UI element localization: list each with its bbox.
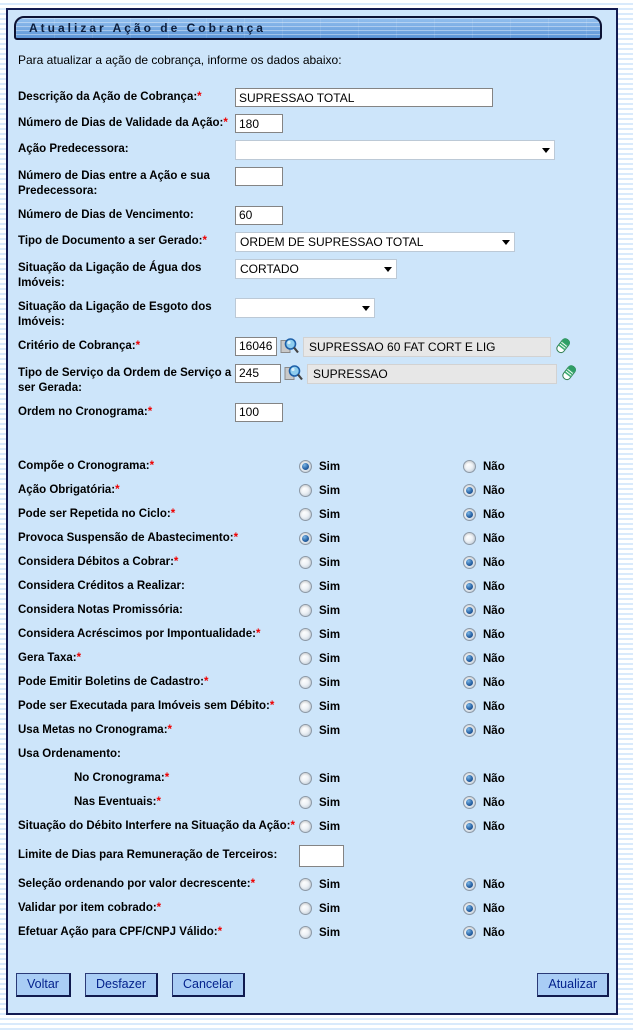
acao-obrigatoria-label <box>18 483 299 498</box>
radio-nao-pode-ser-repetida[interactable] <box>463 508 476 521</box>
pode-ser-repetida-label-text: Pode ser Repetida no Ciclo: <box>18 508 171 521</box>
tipo-documento-label: Tipo de Documento a ser Gerado: <box>18 234 203 247</box>
limite-dias-remuneracao-label <box>18 848 299 863</box>
radio-sim-label: Sim <box>319 508 341 521</box>
radio-sim-label: Sim <box>319 878 341 891</box>
radio-row-gera-taxa <box>18 647 611 671</box>
radio-nao-label: Não <box>483 796 505 809</box>
selecao-valor-decrescente-option-nao <box>463 878 627 891</box>
dias-entre-input[interactable] <box>235 167 283 186</box>
chevron-down-icon <box>384 267 392 272</box>
radio-sim-pode-ser-repetida[interactable] <box>299 508 312 521</box>
usa-metas-option-sim <box>299 724 463 737</box>
usa-metas-label <box>18 723 299 738</box>
considera-acrescimos-option-sim <box>299 628 463 641</box>
radio-row-considera-notas <box>18 599 611 623</box>
radio-nao-considera-creditos[interactable] <box>463 580 476 593</box>
radio-row-situacao-debito-interfere <box>18 815 611 839</box>
usa-ordenamento-label <box>18 747 299 762</box>
radio-row-validar-item-cobrado <box>18 897 611 921</box>
pode-emitir-boletins-option-sim <box>299 676 463 689</box>
executada-sem-debito-label-text: Pode ser Executada para Imóveis sem Débito: <box>18 700 270 713</box>
usa-metas-option-nao <box>463 724 627 737</box>
dias-validade-label: Número de Dias de Validade da Ação: <box>18 117 224 129</box>
radio-nao-label: Não <box>483 902 505 915</box>
radio-sim-ordenamento-eventuais[interactable] <box>299 796 312 809</box>
field-row-situacao-esgoto <box>18 298 611 330</box>
magnifier-icon[interactable] <box>280 337 300 355</box>
required-asterisk: * <box>269 700 275 713</box>
chevron-down-icon <box>542 148 550 153</box>
radio-sim-label: Sim <box>319 580 341 593</box>
radio-row-provoca-suspensao <box>18 527 611 551</box>
eraser-icon[interactable] <box>560 364 577 383</box>
radio-nao-considera-acrescimos[interactable] <box>463 628 476 641</box>
radio-sim-considera-notas[interactable] <box>299 604 312 617</box>
descricao-label: Descrição da Ação de Cobrança: <box>18 91 198 103</box>
pode-ser-repetida-label <box>18 507 299 522</box>
situacao-agua-value: CORTADO <box>240 261 299 276</box>
limite-dias-remuneracao-input[interactable] <box>299 845 344 867</box>
radio-nao-ordenamento-cronograma[interactable] <box>463 772 476 785</box>
required-asterisk: * <box>76 652 82 665</box>
field-row-tipo-documento <box>18 232 611 252</box>
validar-item-cobrado-label <box>18 901 299 916</box>
acao-predecessora-label: Ação Predecessora: <box>18 143 129 155</box>
field-row-acao-predecessora <box>18 140 611 160</box>
radio-sim-acao-obrigatoria[interactable] <box>299 484 312 497</box>
tipo-servico-label: Tipo de Serviço da Ordem de Serviço a ser Gerada: <box>18 366 232 394</box>
considera-creditos-option-sim <box>299 580 463 593</box>
radio-sim-label: Sim <box>319 796 341 809</box>
executada-sem-debito-option-sim <box>299 700 463 713</box>
required-asterisk: * <box>164 772 170 785</box>
usa-ordenamento-label-text: Usa Ordenamento: <box>18 748 121 761</box>
required-asterisk: * <box>223 117 228 129</box>
pode-ser-repetida-option-nao <box>463 508 627 521</box>
radio-nao-considera-debitos[interactable] <box>463 556 476 569</box>
radio-nao-label: Não <box>483 676 505 689</box>
usa-metas-label-text: Usa Metas no Cronograma: <box>18 724 168 737</box>
compoe-cronograma-option-nao <box>463 460 627 473</box>
gera-taxa-option-nao <box>463 652 627 665</box>
radio-row-efetuar-cpf-cnpj <box>18 921 611 945</box>
radio-nao-label: Não <box>483 532 505 545</box>
page-title <box>14 16 602 40</box>
situacao-agua-select[interactable] <box>235 259 397 279</box>
radio-nao-efetuar-cpf-cnpj[interactable] <box>463 926 476 939</box>
fields-section <box>18 88 611 945</box>
radio-sim-label: Sim <box>319 772 341 785</box>
form-instructions: Para atualizar a ação de cobrança, informe os dados abaixo: <box>18 53 342 67</box>
considera-debitos-option-nao <box>463 556 627 569</box>
situacao-debito-interfere-label <box>18 819 299 834</box>
radio-sim-label: Sim <box>319 460 341 473</box>
ordenamento-cronograma-label-text: No Cronograma: <box>74 772 165 785</box>
field-row-dias-vencimento <box>18 206 611 225</box>
selecao-valor-decrescente-label-text: Seleção ordenando por valor decrescente: <box>18 878 251 891</box>
radio-sim-label: Sim <box>319 484 341 497</box>
radio-nao-gera-taxa[interactable] <box>463 652 476 665</box>
radio-nao-label: Não <box>483 652 505 665</box>
considera-creditos-option-nao <box>463 580 627 593</box>
radio-row-acao-obrigatoria <box>18 479 611 503</box>
provoca-suspensao-option-nao <box>463 532 627 545</box>
validar-item-cobrado-label-text: Validar por item cobrado: <box>18 902 157 915</box>
radio-nao-ordenamento-eventuais[interactable] <box>463 796 476 809</box>
compoe-cronograma-label-text: Compõe o Cronograma: <box>18 460 150 473</box>
radio-nao-executada-sem-debito[interactable] <box>463 700 476 713</box>
radio-row-usa-ordenamento <box>18 743 611 767</box>
radio-nao-label: Não <box>483 580 505 593</box>
radio-sim-validar-item-cobrado[interactable] <box>299 902 312 915</box>
page-title-text: Atualizar Ação de Cobrança <box>29 20 266 35</box>
required-asterisk: * <box>156 796 161 809</box>
radio-sim-ordenamento-cronograma[interactable] <box>299 772 312 785</box>
acao-predecessora-select[interactable] <box>235 140 555 160</box>
radio-sim-label: Sim <box>319 532 341 545</box>
provoca-suspensao-option-sim <box>299 532 463 545</box>
button-bar <box>13 973 611 997</box>
ordem-cronograma-input[interactable] <box>235 403 283 422</box>
cancelar-button[interactable]: Cancelar <box>172 973 245 997</box>
radio-row-compoe-cronograma <box>18 455 611 479</box>
radio-row-considera-creditos <box>18 575 611 599</box>
compoe-cronograma-label <box>18 459 299 474</box>
radio-nao-usa-metas[interactable] <box>463 724 476 737</box>
required-asterisk: * <box>233 532 239 545</box>
provoca-suspensao-label <box>18 531 299 546</box>
required-asterisk: * <box>173 556 179 569</box>
considera-notas-label-text: Considera Notas Promissória: <box>18 604 183 617</box>
field-row-situacao-agua <box>18 259 611 291</box>
situacao-debito-interfere-label-text: Situação do Débito Interfere na Situação da Ação: <box>18 820 291 833</box>
radio-row-usa-metas <box>18 719 611 743</box>
situacao-debito-interfere-option-sim <box>299 820 463 833</box>
criterio-label: Critério de Cobrança: <box>18 339 136 352</box>
radio-nao-label: Não <box>483 508 505 521</box>
situacao-debito-interfere-option-nao <box>463 820 627 833</box>
field-row-dias-entre <box>18 167 611 199</box>
radio-nao-label: Não <box>483 772 505 785</box>
considera-creditos-label-text: Considera Créditos a Realizar: <box>18 580 185 593</box>
validar-item-cobrado-option-sim <box>299 902 463 915</box>
required-asterisk: * <box>167 724 173 737</box>
considera-acrescimos-label-text: Considera Acréscimos por Impontualidade: <box>18 628 256 641</box>
required-asterisk: * <box>202 234 207 247</box>
radio-row-limite-dias-remuneracao <box>18 839 611 873</box>
radio-nao-situacao-debito-interfere[interactable] <box>463 820 476 833</box>
required-asterisk: * <box>197 91 202 103</box>
radio-row-considera-debitos <box>18 551 611 575</box>
radio-sim-selecao-valor-decrescente[interactable] <box>299 878 312 891</box>
ordenamento-eventuais-option-nao <box>463 796 627 809</box>
radio-sim-provoca-suspensao[interactable] <box>299 532 312 545</box>
radio-sim-usa-metas[interactable] <box>299 724 312 737</box>
required-asterisk: * <box>255 628 261 641</box>
radio-nao-provoca-suspensao[interactable] <box>463 532 476 545</box>
criterio-code-input[interactable] <box>235 337 277 356</box>
acao-obrigatoria-option-sim <box>299 484 463 497</box>
radio-options-section <box>18 455 611 945</box>
desfazer-button[interactable]: Desfazer <box>85 973 158 997</box>
executada-sem-debito-option-nao <box>463 700 627 713</box>
pode-emitir-boletins-label-text: Pode Emitir Boletins de Cadastro: <box>18 676 204 689</box>
acao-obrigatoria-label-text: Ação Obrigatória: <box>18 484 116 497</box>
required-asterisk: * <box>203 676 209 689</box>
dias-entre-label: Número de Dias entre a Ação e sua Predecessora: <box>18 170 210 197</box>
chevron-down-icon <box>502 240 510 245</box>
radio-nao-label: Não <box>483 724 505 737</box>
radio-nao-pode-emitir-boletins[interactable] <box>463 676 476 689</box>
tipo-servico-code-input[interactable] <box>235 364 281 383</box>
radio-nao-label: Não <box>483 556 505 569</box>
pode-emitir-boletins-option-nao <box>463 676 627 689</box>
update-collection-action-form <box>6 8 618 1015</box>
ordenamento-cronograma-label <box>18 771 299 786</box>
radio-sim-efetuar-cpf-cnpj[interactable] <box>299 926 312 939</box>
situacao-esgoto-label: Situação da Ligação de Esgoto dos Imóveis: <box>18 300 212 328</box>
tipo-documento-select[interactable] <box>235 232 515 252</box>
radio-sim-label: Sim <box>319 724 341 737</box>
radio-row-pode-ser-repetida <box>18 503 611 527</box>
radio-sim-label: Sim <box>319 652 341 665</box>
tipo-servico-description: SUPRESSAO <box>307 364 557 384</box>
radio-nao-acao-obrigatoria[interactable] <box>463 484 476 497</box>
dias-vencimento-input[interactable] <box>235 206 283 225</box>
considera-creditos-label <box>18 579 299 594</box>
selecao-valor-decrescente-option-sim <box>299 878 463 891</box>
eraser-icon[interactable] <box>554 337 571 356</box>
radio-nao-label: Não <box>483 484 505 497</box>
radio-sim-label: Sim <box>319 700 341 713</box>
situacao-esgoto-select[interactable] <box>235 298 375 318</box>
compoe-cronograma-option-sim <box>299 460 463 473</box>
ordenamento-eventuais-option-sim <box>299 796 463 809</box>
descricao-input[interactable] <box>235 88 493 107</box>
required-asterisk: * <box>149 460 155 473</box>
radio-row-ordenamento-eventuais <box>18 791 611 815</box>
radio-nao-validar-item-cobrado[interactable] <box>463 902 476 915</box>
radio-sim-pode-emitir-boletins[interactable] <box>299 676 312 689</box>
gera-taxa-label <box>18 651 299 666</box>
ordenamento-cronograma-option-nao <box>463 772 627 785</box>
required-asterisk: * <box>250 878 256 891</box>
required-asterisk: * <box>170 508 176 521</box>
radio-sim-label: Sim <box>319 604 341 617</box>
radio-row-pode-emitir-boletins <box>18 671 611 695</box>
required-asterisk: * <box>147 405 153 418</box>
gera-taxa-label-text: Gera Taxa: <box>18 652 77 665</box>
radio-sim-label: Sim <box>319 556 341 569</box>
radio-sim-gera-taxa[interactable] <box>299 652 312 665</box>
field-row-descricao <box>18 88 611 107</box>
radio-sim-label: Sim <box>319 820 341 833</box>
atualizar-button[interactable]: Atualizar <box>537 973 609 997</box>
radio-sim-label: Sim <box>319 926 341 939</box>
efetuar-cpf-cnpj-label <box>18 925 299 940</box>
limite-dias-remuneracao-input-cell <box>299 845 463 867</box>
radio-nao-label: Não <box>483 700 505 713</box>
considera-acrescimos-label <box>18 627 299 642</box>
considera-debitos-option-sim <box>299 556 463 569</box>
radio-sim-considera-acrescimos[interactable] <box>299 628 312 641</box>
efetuar-cpf-cnpj-option-sim <box>299 926 463 939</box>
considera-notas-option-sim <box>299 604 463 617</box>
field-row-ordem-cronograma <box>18 403 611 422</box>
radio-sim-label: Sim <box>319 676 341 689</box>
radio-sim-considera-debitos[interactable] <box>299 556 312 569</box>
radio-row-considera-acrescimos <box>18 623 611 647</box>
voltar-button[interactable]: Voltar <box>16 973 71 997</box>
radio-nao-selecao-valor-decrescente[interactable] <box>463 878 476 891</box>
efetuar-cpf-cnpj-option-nao <box>463 926 627 939</box>
considera-notas-option-nao <box>463 604 627 617</box>
radio-sim-compoe-cronograma[interactable] <box>299 460 312 473</box>
magnifier-icon[interactable] <box>284 364 304 382</box>
radio-row-ordenamento-cronograma <box>18 767 611 791</box>
radio-sim-label: Sim <box>319 902 341 915</box>
ordem-cronograma-label: Ordem no Cronograma: <box>18 405 148 418</box>
ordenamento-eventuais-label <box>18 795 299 810</box>
radio-nao-label: Não <box>483 628 505 641</box>
selecao-valor-decrescente-label <box>18 877 299 892</box>
situacao-agua-label: Situação da Ligação de Água dos Imóveis: <box>18 261 202 289</box>
radio-sim-considera-creditos[interactable] <box>299 580 312 593</box>
chevron-down-icon <box>362 306 370 311</box>
required-asterisk: * <box>115 484 120 497</box>
considera-acrescimos-option-nao <box>463 628 627 641</box>
required-asterisk: * <box>156 902 162 915</box>
required-asterisk: * <box>290 820 295 833</box>
radio-nao-label: Não <box>483 820 505 833</box>
radio-nao-compoe-cronograma[interactable] <box>463 460 476 473</box>
dias-validade-input[interactable] <box>235 114 283 133</box>
pode-ser-repetida-option-sim <box>299 508 463 521</box>
validar-item-cobrado-option-nao <box>463 902 627 915</box>
field-row-dias-validade <box>18 114 611 133</box>
required-asterisk: * <box>135 339 141 352</box>
efetuar-cpf-cnpj-label-text: Efetuar Ação para CPF/CNPJ Válido: <box>18 926 218 939</box>
section-spacer <box>18 429 611 455</box>
considera-debitos-label <box>18 555 299 570</box>
radio-nao-label: Não <box>483 460 505 473</box>
field-row-tipo-servico <box>18 364 611 396</box>
considera-notas-label <box>18 603 299 618</box>
executada-sem-debito-label <box>18 699 299 714</box>
radio-sim-executada-sem-debito[interactable] <box>299 700 312 713</box>
ordenamento-cronograma-option-sim <box>299 772 463 785</box>
acao-obrigatoria-option-nao <box>463 484 627 497</box>
considera-debitos-label-text: Considera Débitos a Cobrar: <box>18 556 174 569</box>
tipo-documento-value: ORDEM DE SUPRESSAO TOTAL <box>240 234 424 249</box>
gera-taxa-option-sim <box>299 652 463 665</box>
radio-sim-label: Sim <box>319 628 341 641</box>
criterio-description: SUPRESSAO 60 FAT CORT E LIG <box>303 337 551 357</box>
radio-nao-label: Não <box>483 926 505 939</box>
radio-row-selecao-valor-decrescente <box>18 873 611 897</box>
required-asterisk: * <box>217 926 223 939</box>
field-row-criterio <box>18 337 611 357</box>
provoca-suspensao-label-text: Provoca Suspensão de Abastecimento: <box>18 532 234 545</box>
radio-nao-label: Não <box>483 604 505 617</box>
dias-vencimento-label: Número de Dias de Vencimento: <box>18 208 194 221</box>
limite-dias-remuneracao-label-text: Limite de Dias para Remuneração de Terceiros: <box>18 849 278 862</box>
radio-sim-situacao-debito-interfere[interactable] <box>299 820 312 833</box>
radio-nao-considera-notas[interactable] <box>463 604 476 617</box>
radio-row-executada-sem-debito <box>18 695 611 719</box>
ordenamento-eventuais-label-text: Nas Eventuais: <box>74 796 157 809</box>
radio-nao-label: Não <box>483 878 505 891</box>
pode-emitir-boletins-label <box>18 675 299 690</box>
